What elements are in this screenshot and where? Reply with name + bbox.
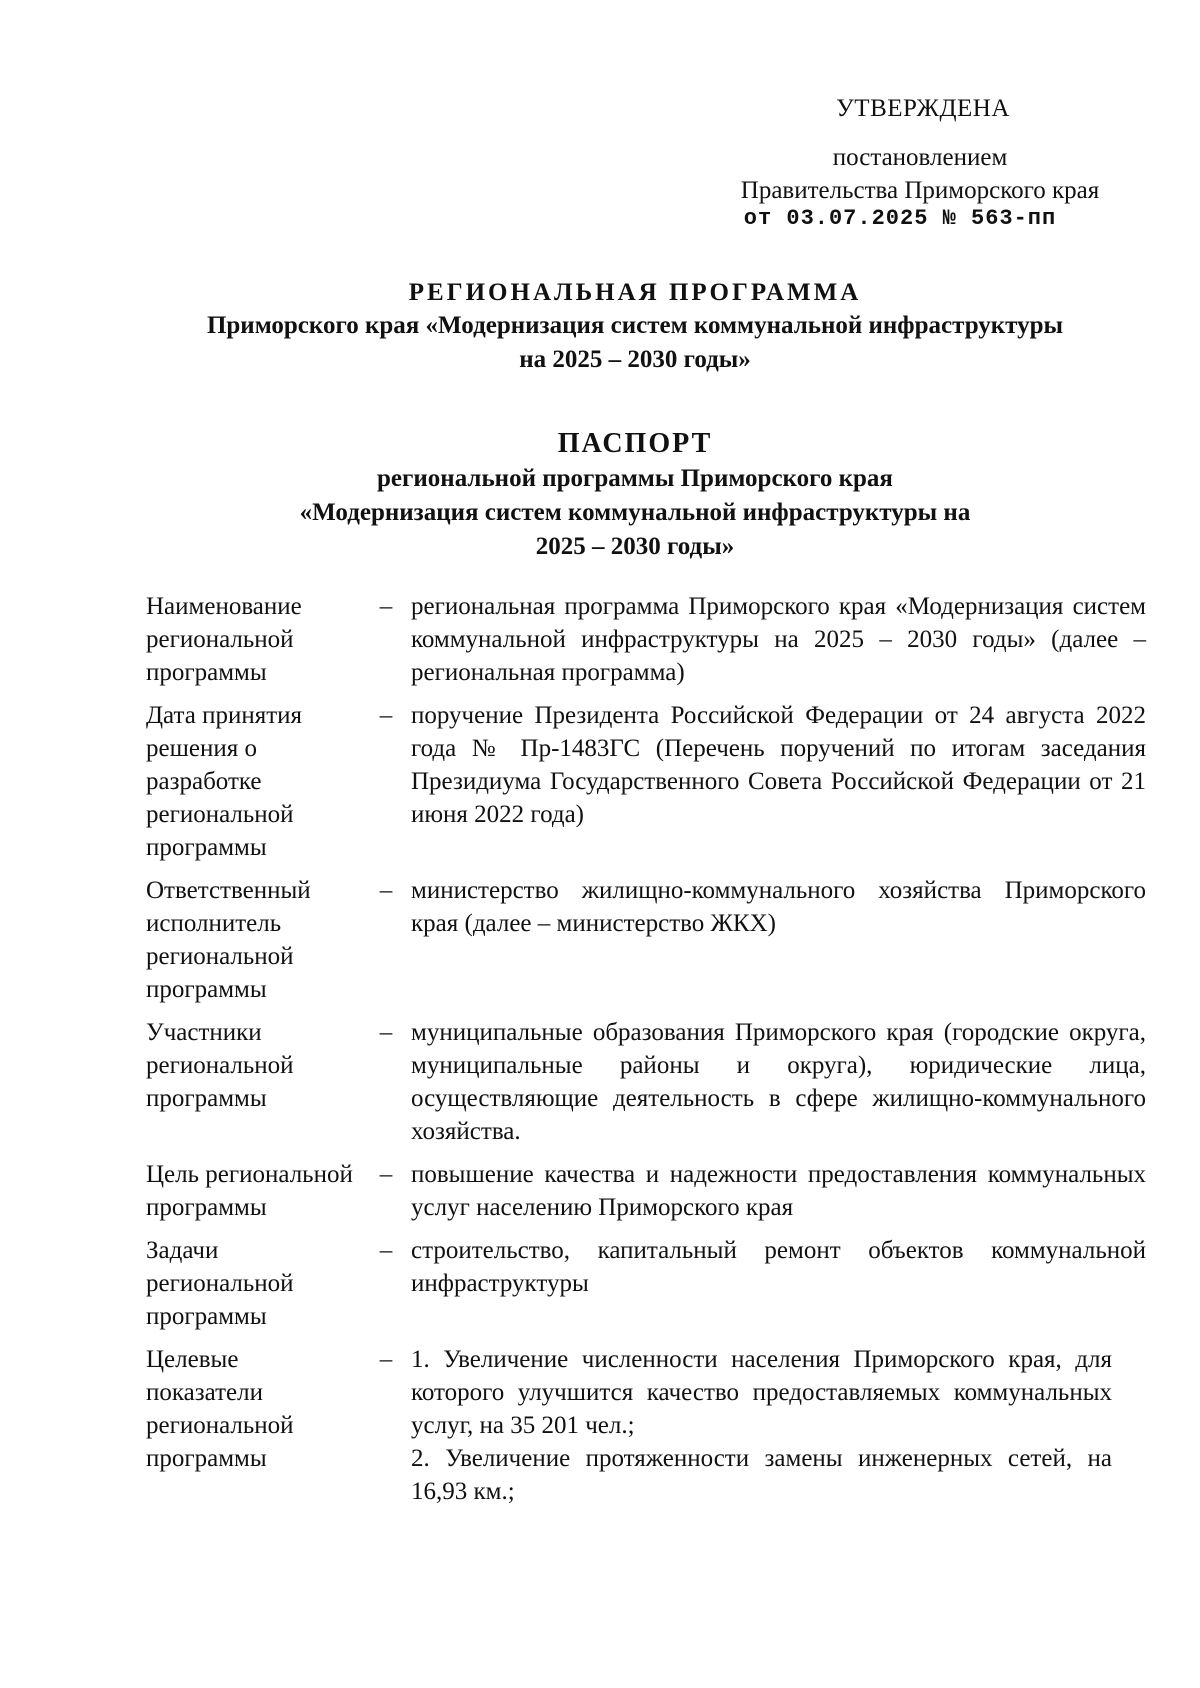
row-dash: –: [379, 593, 393, 620]
passport-title-line-1: региональной программы Приморского края: [377, 465, 893, 492]
passport-row-responsible-executor: [146, 874, 1146, 1006]
passport-row-name: [146, 590, 1146, 689]
passport-row-participants: [146, 1016, 1146, 1148]
row-value: региональная программа Приморского края «Модернизация систем коммунальной инфраструктуры на 2025 – 2030 годы» (далее – региональная программа): [411, 593, 1146, 686]
passport-title-line-3: 2025 – 2030 годы»: [535, 533, 735, 560]
program-title-line-1: Приморского края «Модернизация систем коммунальной инфраструктуры: [206, 312, 1064, 339]
target-indicator-item: 1. Увеличение численности населения Приморского края, для которого улучшится качество предоставляемых коммунальных услуг, на 35 201 чел.;: [411, 1346, 1112, 1439]
program-title-heading: РЕГИОНАЛЬНАЯ ПРОГРАММА: [408, 279, 862, 306]
passport-row-goal: [146, 1158, 1146, 1224]
passport-title-line-2: «Модернизация систем коммунальной инфраструктуры на: [299, 499, 971, 526]
row-value: муниципальные образования Приморского края (городские округа, муниципальные районы и округа), юридические лица, осуществляющие деятельность в сфере жилищно-коммунального хозяйства.: [411, 1019, 1146, 1145]
passport-title-heading: ПАСПОРТ: [557, 428, 713, 459]
row-label: Целевые показатели региональной программы: [146, 1346, 294, 1472]
passport-title: [100, 426, 1170, 564]
row-dash: –: [379, 877, 393, 904]
row-label: Участники региональной программы: [146, 1019, 294, 1112]
row-value: повышение качества и надежности предоставления коммунальных услуг населению Приморского края: [411, 1161, 1146, 1221]
row-label: Цель региональной программы: [146, 1161, 353, 1221]
row-label: Ответственный исполнитель региональной программы: [146, 877, 311, 1003]
row-dash: –: [379, 702, 393, 729]
target-indicators-list: [411, 1343, 1146, 1508]
row-value: поручение Президента Российской Федерации от 24 августа 2022 года № Пр-1483ГС (Перечень поручений по итогам заседания Президиума Государственного Совета Российской Федерации от 21 июня 2022 года): [411, 702, 1146, 828]
passport-row-target-indicators: [146, 1343, 1146, 1508]
row-value: строительство, капитальный ремонт объектов коммунальной инфраструктуры: [411, 1237, 1146, 1297]
approval-line-decree: постановлением: [832, 144, 1008, 171]
passport-row-tasks: [146, 1234, 1146, 1333]
approval-block: [705, 92, 1135, 230]
approval-line-government: Правительства Приморского края: [740, 177, 1100, 204]
row-dash: –: [379, 1237, 393, 1264]
row-dash: –: [379, 1019, 393, 1046]
row-dash: –: [379, 1346, 393, 1373]
row-label: Наименование региональной программы: [146, 593, 302, 686]
passport-table: [146, 590, 1146, 1508]
passport-row-decision-date: [146, 699, 1146, 864]
approval-date-number-stamp: от 03.07.2025 № 563-пп: [743, 206, 1057, 231]
target-indicator-item: 2. Увеличение протяженности замены инженерных сетей, на 16,93 км.;: [411, 1445, 1112, 1505]
program-title-line-2: на 2025 – 2030 годы»: [519, 346, 751, 373]
row-label: Дата принятия решения о разработке региональной программы: [146, 702, 303, 861]
row-value: министерство жилищно-коммунального хозяйства Приморского края (далее – министерство ЖКХ): [411, 877, 1146, 937]
program-title: [100, 277, 1170, 377]
row-dash: –: [379, 1161, 393, 1188]
approval-heading: УТВЕРЖДЕНА: [836, 95, 1010, 122]
row-label: Задачи региональной программы: [146, 1237, 294, 1330]
